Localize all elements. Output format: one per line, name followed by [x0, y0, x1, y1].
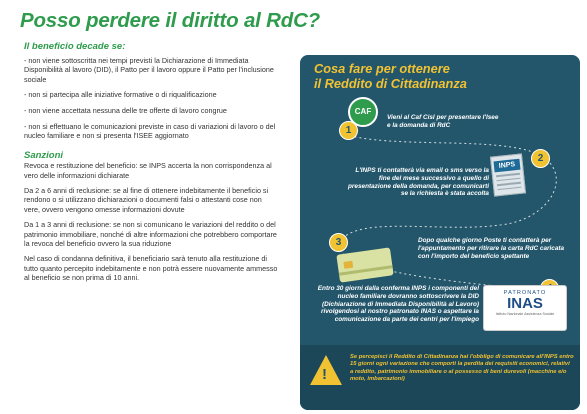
page-title: Posso perdere il diritto al RdC? [20, 9, 321, 32]
warning-text: Se percepisci il Reddito di Cittadinanza hai l'obbligo di comunicare all'INPS entro 15 giorni ogni variazione che comporti la perdita dei requisiti economici, relativi a reddito, patrimonio immobiliare o al possesso di beni durevoli (macchine e/o moto, imbarcazioni) [350, 354, 574, 383]
warning-mark: ! [322, 366, 327, 383]
patronato-inas-logo [483, 285, 567, 331]
step-number-1: 1 [339, 121, 358, 140]
step-text-3: Dopo qualche giorno Poste ti contatterà per l'appuntamento per ritirare la carta RdC caricata con l'importo del beneficio spettante [418, 237, 565, 260]
warning-box [300, 345, 580, 410]
step-text-1: Vieni al Caf Cisl per presentare l'Isee e la domanda di RdC [387, 114, 499, 129]
sanzioni-heading: Sanzioni [24, 150, 64, 162]
decadenza-item: - non viene accettata nessuna delle tre offerte di lavoro congrue [24, 106, 227, 116]
step-number-2: 2 [531, 149, 550, 168]
sanzione-item: Nel caso di condanna definitiva, il beneficiario sarà tenuto alla restituzione di tutto quanto percepito indebitamente e non potrà essere nuovamente ammesso al beneficio se non prima di 10 anni. [24, 254, 278, 282]
step-text-2: L'INPS ti contatterà via email o sms verso la fine del mese successivo a quello di presentazione della domanda, per comunicarti se la richiesta è stata accolta [348, 167, 489, 198]
inps-label: INPS [494, 159, 521, 173]
step-text-4: Entro 30 giorni dalla conferma INPS i componenti del nucleo familiare dovranno sottoscrivere la DID (Dichiarazione di Immediata Disponibilità al Lavoro) rivolgendosi al nostro patronato INAS o aspettare la comunicazione da parte dei centri per l'impiego [317, 285, 479, 324]
panel-title-line-1: Cosa fare per ottenere [314, 61, 450, 76]
step-number-3: 3 [329, 233, 348, 252]
inas-subtitle: Istituto Nazionale Assistenza Sociale [495, 312, 555, 316]
decadenza-item: - non si effettuano le comunicazioni previste in caso di variazioni di lavoro o del nucleo familiare e non si presenta l'ISEE aggiornato [24, 121, 276, 140]
decadenza-heading: Il beneficio decade se: [24, 41, 126, 52]
left-column [24, 42, 278, 289]
decadenza-item: - non si partecipa alle iniziative formative o di riqualificazione [24, 90, 217, 100]
panel-title-line-2: il Reddito di Cittadinanza [314, 76, 467, 91]
sanzione-item: Da 1 a 3 anni di reclusione: se non si comunicano le variazioni del reddito o del patrimonio immobiliare, nonché di altre informazioni che potrebbero comportare la revoca del beneficio ovvero la sua riduzione [24, 220, 277, 248]
caf-logo-icon: CAF [348, 97, 378, 127]
patronato-label: PATRONATO [503, 290, 547, 296]
sanzione-item: Revoca e restituzione del beneficio: se INPS accerta la non corrispondenza al vero delle informazioni dichiarate [24, 161, 272, 180]
procedure-panel [300, 55, 580, 410]
sanzione-item: Da 2 a 6 anni di reclusione: se al fine di ottenere indebitamente il beneficio si rendono o si utilizzano dichiarazioni o documenti falsi o attestanti cose non vere, ovvero vengono omesse informazioni dovute [24, 186, 269, 214]
decadenza-item: - non viene sottoscritta nei tempi previsti la Dichiarazione di Immediata Disponibilità al lavoro (DID), il Patto per il lavoro oppure il Patto per l'inclusione sociale [24, 56, 274, 84]
inas-name: INAS [507, 295, 543, 312]
inps-document-icon [490, 153, 526, 196]
